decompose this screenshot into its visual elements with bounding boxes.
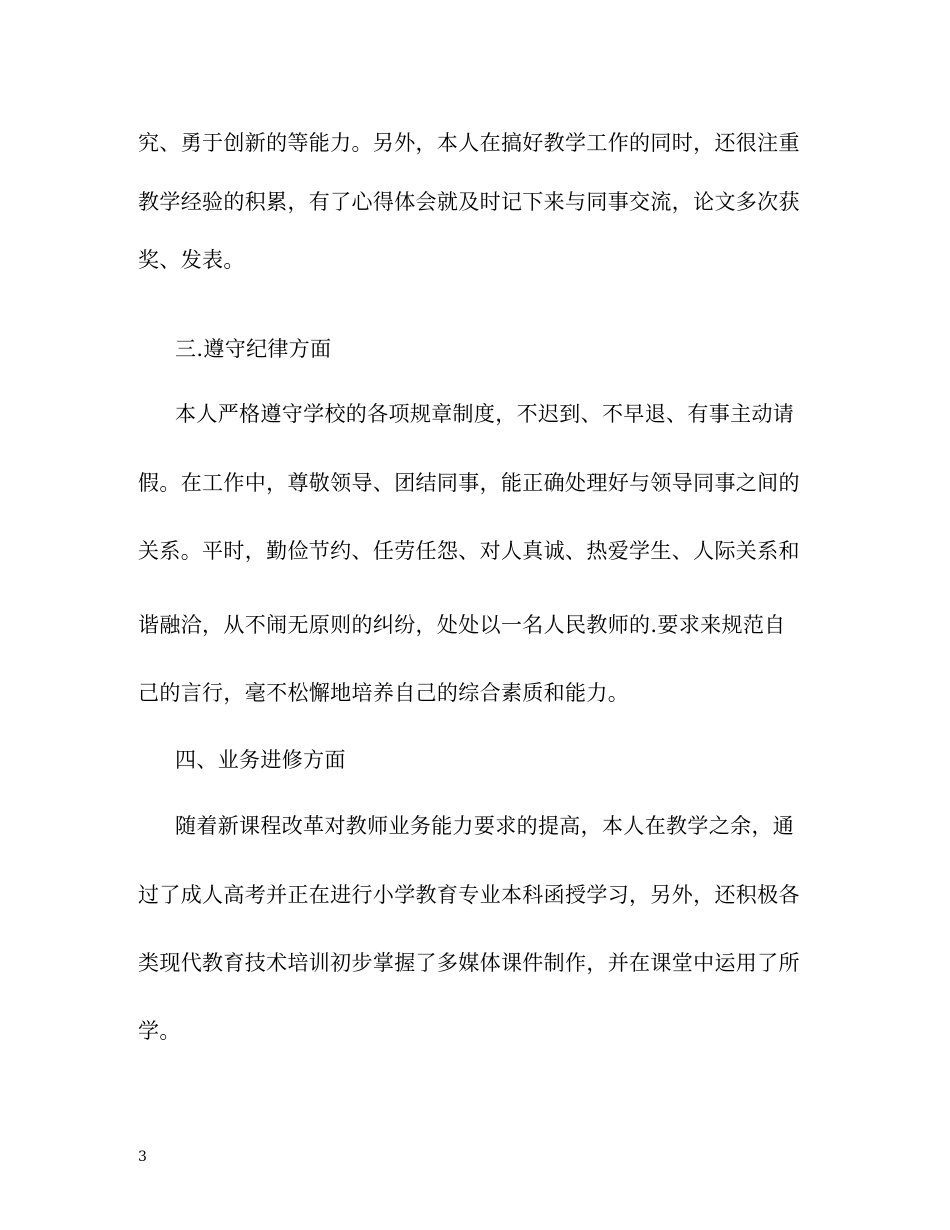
text-line: 究、勇于创新的等能力。另外，本人在搞好教学工作的同时，还很注重 [138, 131, 800, 155]
text-line: 教学经验的积累，有了心得体会就及时记下来与同事交流，论文多次获 [138, 190, 800, 214]
text-line: 随着新课程改革对教师业务能力要求的提高，本人在教学之余，通 [175, 814, 795, 838]
text-line: 学。 [138, 1019, 181, 1043]
page-number: 3 [138, 1149, 147, 1165]
text-line: 奖、发表。 [138, 248, 245, 272]
text-line: 假。在工作中，尊敬领导、团结同事，能正确处理好与领导同事之间的 [138, 471, 800, 495]
text-line: 过了成人高考并正在进行小学教育专业本科函授学习，另外，还积极各 [138, 883, 800, 907]
text-line: 关系。平时，勤俭节约、任劳任怨、对人真诚、热爱学生、人际关系和 [138, 539, 800, 563]
text-line: 己的言行，毫不松懈地培养自己的综合素质和能力。 [138, 681, 630, 705]
section-heading: 三.遵守纪律方面 [175, 337, 332, 361]
text-line: 谐融洽，从不闹无原则的纠纷，处处以一名人民教师的.要求来规范自 [138, 613, 786, 637]
section-heading: 四、业务进修方面 [175, 748, 346, 772]
text-line: 本人严格遵守学校的各项规章制度，不迟到、不早退、有事主动请 [175, 402, 795, 426]
text-line: 类现代教育技术培训初步掌握了多媒体课件制作，并在课堂中运用了所 [138, 951, 800, 975]
